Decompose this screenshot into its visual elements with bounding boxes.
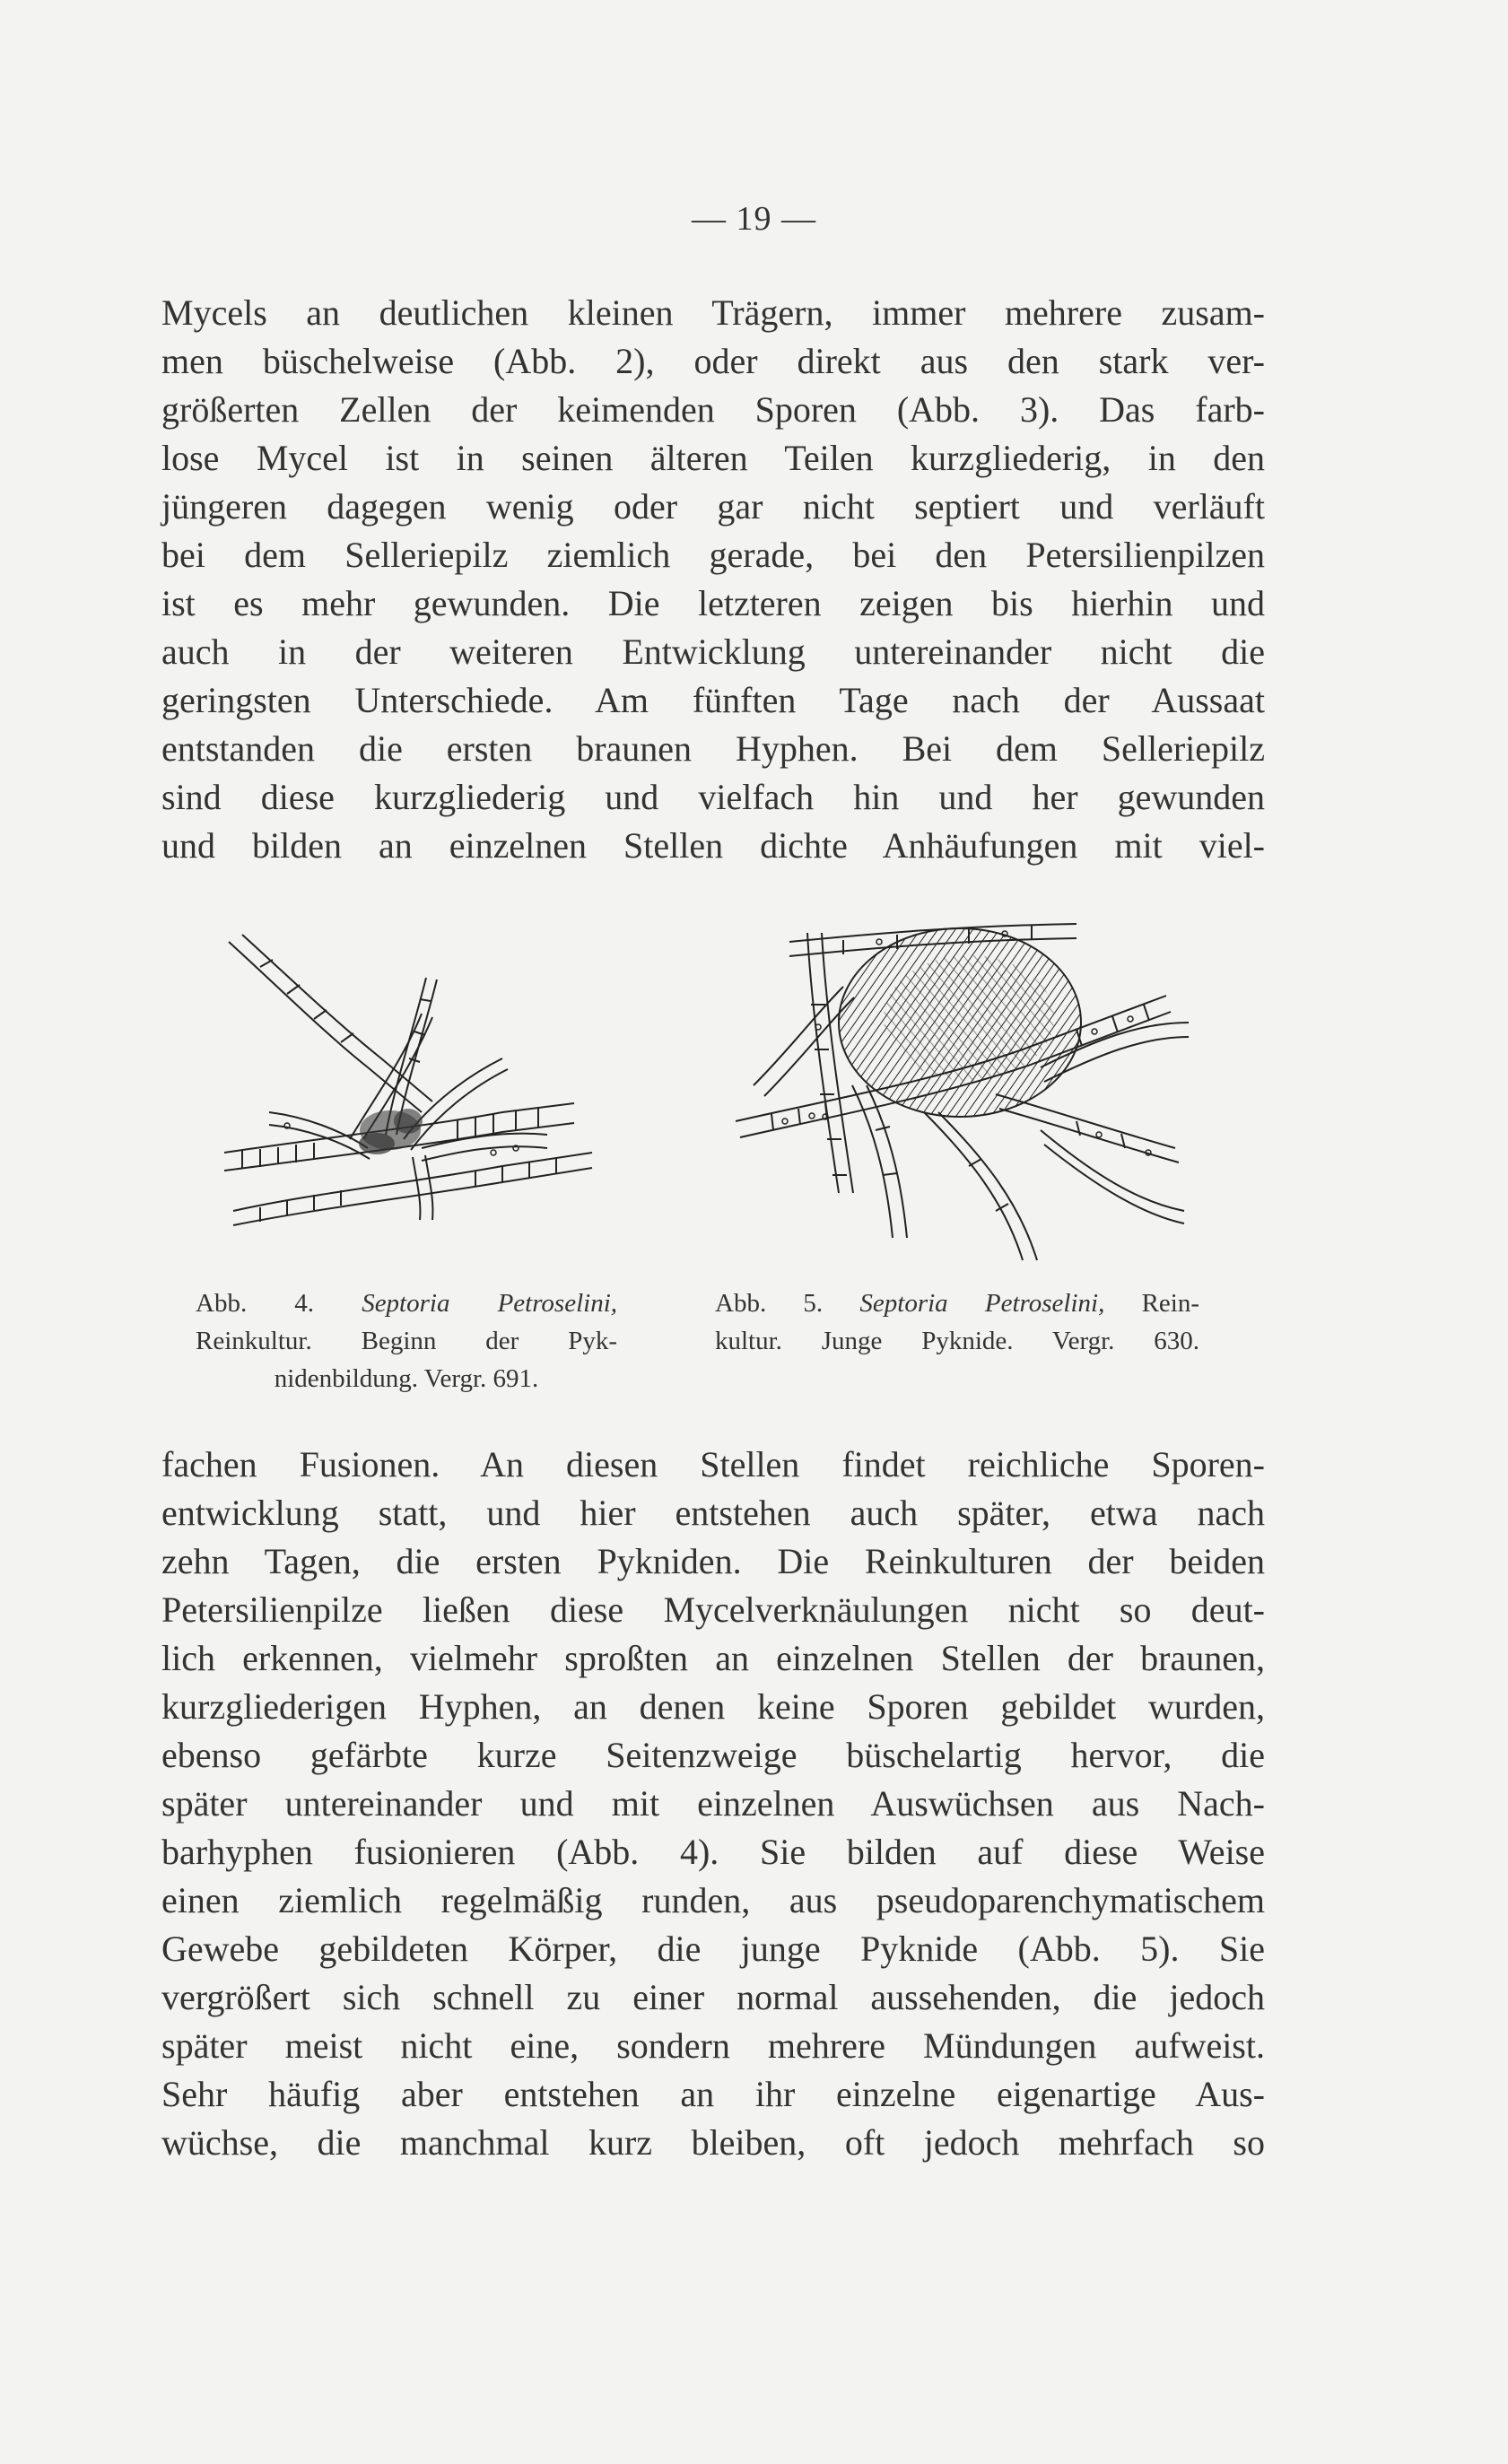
text-line: entwicklung statt, und hier entstehen auch später, etwa nach: [161, 1493, 1265, 1533]
text-line: men büschelweise (Abb. 2), oder direkt aus den stark ver-: [161, 341, 1265, 381]
text-line: jüngeren dagegen wenig oder gar nicht septiert und verläuft: [161, 486, 1265, 527]
figure-4-illustration: [206, 924, 628, 1229]
caption-line: kultur. Junge Pyknide. Vergr. 630.: [715, 1327, 1199, 1355]
figure-5-illustration: [700, 906, 1202, 1274]
text-line: Sehr häufig aber entstehen an ihr einzelne eigenartige Aus-: [161, 2074, 1265, 2114]
text-line: ist es mehr gewunden. Die letzteren zeigen bis hierhin und: [161, 583, 1265, 623]
text-line: später meist nicht eine, sondern mehrere Mündungen aufweist.: [161, 2025, 1265, 2066]
figure-4-caption: [196, 1284, 617, 1397]
text-line: ebenso gefärbte kurze Seitenzweige büschelartig hervor, die: [161, 1735, 1265, 1775]
caption-label: Abb. 5.: [715, 1289, 824, 1318]
text-line: entstanden die ersten braunen Hyphen. Bei dem Selleriepilz: [161, 728, 1265, 769]
text-line: bei dem Selleriepilz ziemlich gerade, bei den Petersilienpilzen: [161, 535, 1265, 575]
text-line: Mycels an deutlichen kleinen Trägern, immer mehrere zusam-: [161, 292, 1265, 333]
text-line: geringsten Unterschiede. Am fünften Tage nach der Aussaat: [161, 680, 1265, 720]
caption-line: [196, 1284, 617, 1322]
text-line: barhyphen fusionieren (Abb. 4). Sie bilden auf diese Weise: [161, 1832, 1265, 1872]
text-line: kurzgliederigen Hyphen, an denen keine Sporen gebildet wurden,: [161, 1686, 1265, 1727]
paragraph-bottom: [161, 1441, 1265, 2167]
text-line: sind diese kurzgliederig und vielfach hin und her gewunden: [161, 777, 1265, 817]
caption-label: Abb. 4.: [196, 1289, 315, 1318]
text-line: lich erkennen, vielmehr sproßten an einzelnen Stellen der braunen,: [161, 1638, 1265, 1678]
caption-species: Septoria Petroselini,: [362, 1289, 618, 1318]
caption-tail: Rein-: [1141, 1289, 1200, 1318]
figure-5-caption: [715, 1284, 1199, 1360]
text-line: größerten Zellen der keimenden Sporen (Abb. 3). Das farb-: [161, 389, 1265, 430]
text-line: vergrößert sich schnell zu einer normal aussehenden, die jedoch: [161, 1977, 1265, 2017]
text-line: lose Mycel ist in seinen älteren Teilen kurzgliederig, in den: [161, 438, 1265, 478]
text-line: zehn Tagen, die ersten Pykniden. Die Reinkulturen der beiden: [161, 1541, 1265, 1581]
paragraph-top: [161, 289, 1265, 870]
text-line: Gewebe gebildeten Körper, die junge Pyknide (Abb. 5). Sie: [161, 1929, 1265, 1969]
text-line: fachen Fusionen. An diesen Stellen findet reichliche Sporen-: [161, 1444, 1265, 1484]
page-number: — 19 —: [692, 200, 816, 238]
text-line: und bilden an einzelnen Stellen dichte Anhäufungen mit viel-: [161, 825, 1265, 866]
caption-line: nidenbildung. Vergr. 691.: [274, 1364, 539, 1393]
text-line: später untereinander und mit einzelnen Auswüchsen aus Nach-: [161, 1783, 1265, 1824]
text-line: Petersilienpilze ließen diese Mycelverknäulungen nicht so deut-: [161, 1589, 1265, 1630]
text-line: einen ziemlich regelmäßig runden, aus pseudoparenchymatischem: [161, 1880, 1265, 1920]
text-line: wüchse, die manchmal kurz bleiben, oft jedoch mehrfach so: [161, 2122, 1265, 2163]
caption-species: Septoria Petroselini,: [859, 1289, 1105, 1318]
caption-line: Reinkultur. Beginn der Pyk-: [196, 1327, 617, 1355]
text-line: auch in der weiteren Entwicklung untereinander nicht die: [161, 631, 1265, 672]
caption-line: [715, 1284, 1199, 1322]
